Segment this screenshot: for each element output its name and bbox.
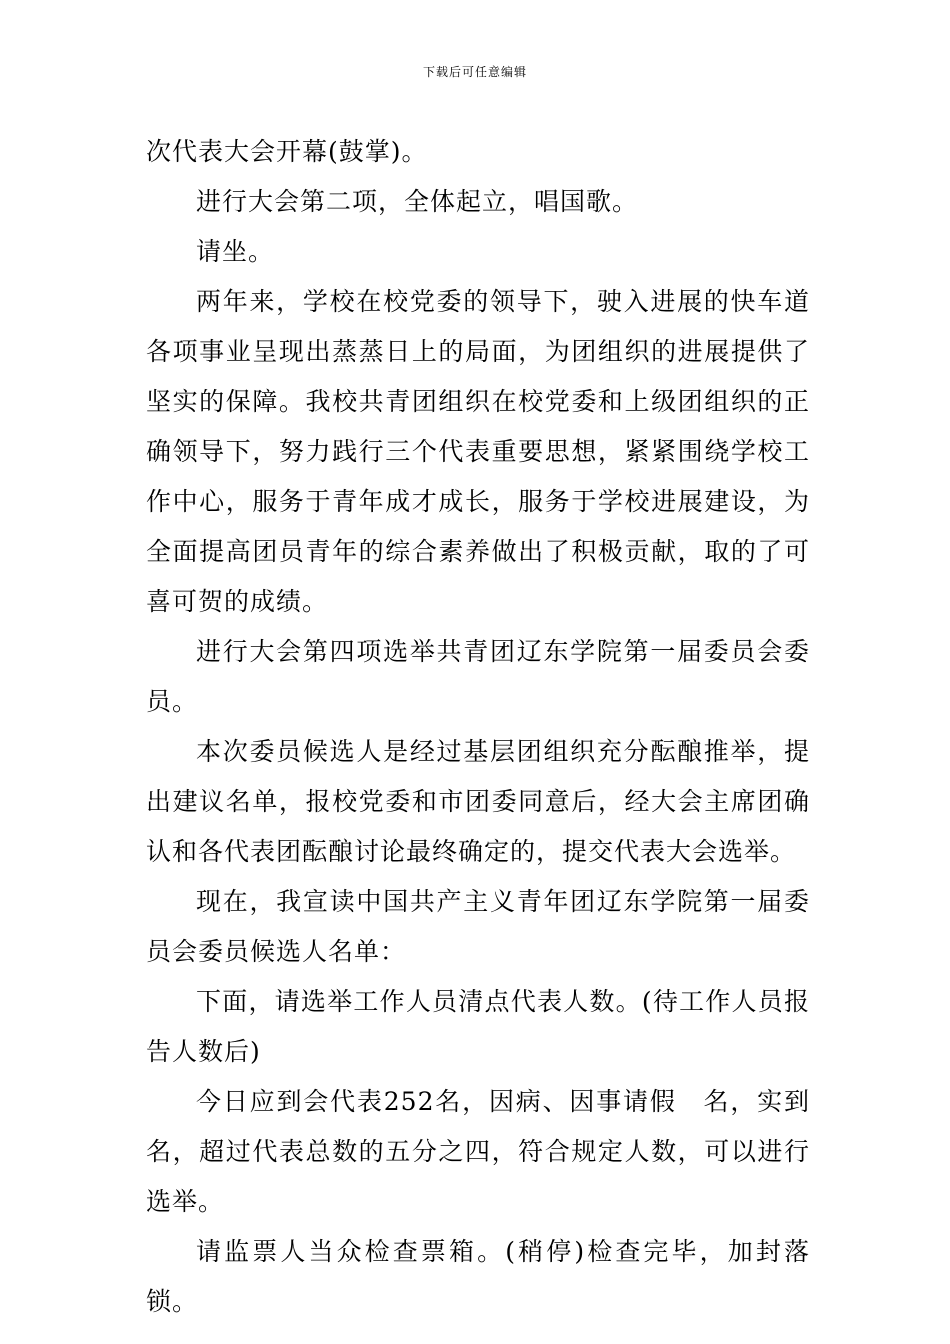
paragraph: 请坐。 [196, 237, 275, 266]
paragraph: 下面，请选举工作人员清点代表人数。(待工作人员报告人数后) [146, 987, 810, 1066]
document-body [146, 127, 837, 1327]
paragraph-continued: 次代表大会开幕(鼓掌)。 [146, 137, 428, 166]
paragraph: 进行大会第二项，全体起立，唱国歌。 [196, 187, 639, 216]
paragraph: 两年来，学校在校党委的领导下，驶入进展的快车道各项事业呈现出蒸蒸日上的局面，为团组织的进展提供了坚实的保障。我校共青团组织在校党委和上级团组织的正确领导下，努力践行三个代表重要思想，紧紧围绕学校工作中心，服务于青年成才成长，服务于学校进展建设，为全面提高团员青年的综合素养做出了积极贡献，取的了可喜可贺的成绩。 [146, 287, 810, 616]
paragraph: 请监票人当众检查票箱。(稍停)检查完毕，加封落锁。 [146, 1237, 810, 1316]
paragraph: 现在，我宣读中国共产主义青年团辽东学院第一届委员会委员候选人名单： [146, 887, 810, 966]
page-header: 下载后可任意编辑 [422, 65, 527, 79]
paragraph: 今日应到会代表252名，因病、因事请假 名，实到 名，超过代表总数的五分之四，符合规定人数，可以进行选举。 [146, 1087, 837, 1216]
paragraph: 进行大会第四项选举共青团辽东学院第一届委员会委员。 [146, 637, 810, 716]
paragraph: 本次委员候选人是经过基层团组织充分酝酿推举，提出建议名单，报校党委和市团委同意后，经大会主席团确认和各代表团酝酿讨论最终确定的，提交代表大会选举。 [146, 737, 810, 866]
